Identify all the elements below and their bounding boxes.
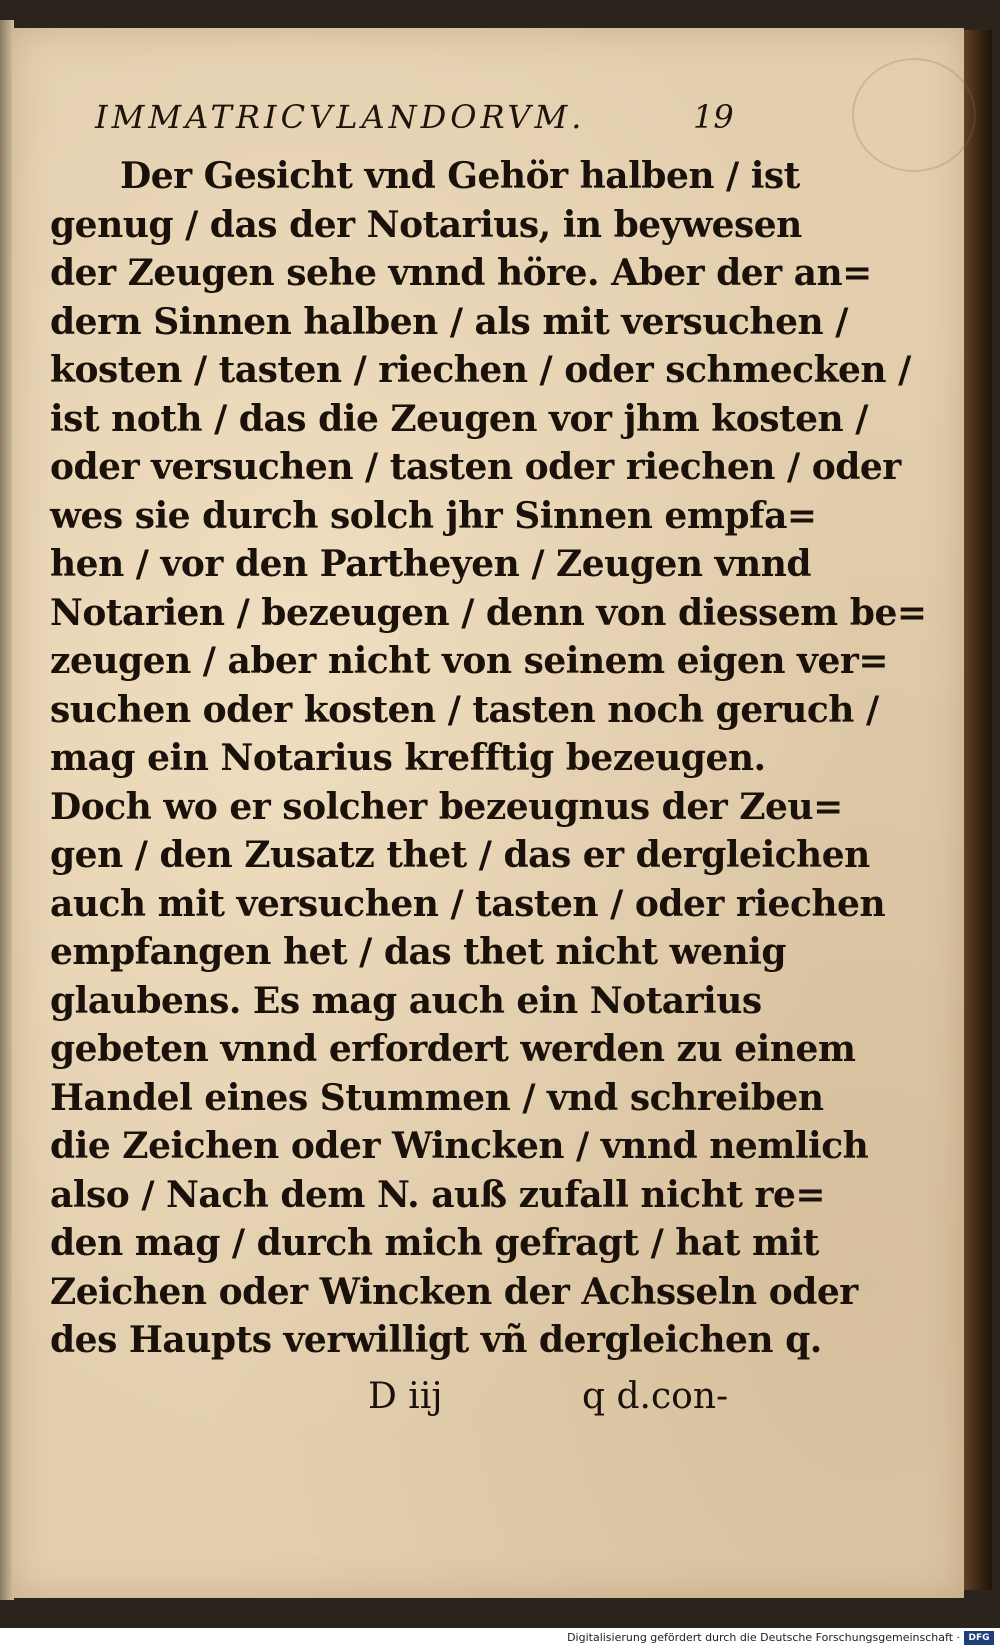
signature-mark: D iij [368, 1376, 443, 1417]
text-line: gen / den Zusatz thet / das er dergleichen [50, 834, 870, 876]
text-line: die Zeichen oder Wincken / vnnd nemlich [50, 1125, 869, 1167]
text-line: Der Gesicht vnd Gehör halben / ist [120, 155, 800, 197]
text-line: Handel eines Stummen / vnd schreiben [50, 1076, 824, 1119]
funding-credit: Digitalisierung gefördert durch die Deutsche Forschungsgemeinschaft · [567, 1631, 960, 1644]
text-line: Zeichen oder Wincken der Achsseln oder [50, 1270, 858, 1313]
text-line: zeugen / aber nicht von seinem eigen ver= [50, 640, 888, 682]
body-text [50, 152, 927, 1365]
text-line: mag ein Notarius krefftig bezeugen. [50, 737, 766, 779]
text-line: den mag / durch mich gefragt / hat mit [50, 1222, 819, 1264]
text-line: hen / vor den Partheyen / Zeugen vnnd [50, 543, 812, 585]
page-number: 19 [693, 98, 734, 136]
catchword: q d.con- [582, 1376, 729, 1417]
text-line: der Zeugen sehe vnnd höre. Aber der an= [50, 252, 872, 294]
book-spine-edge [960, 30, 992, 1590]
text-line: glaubens. Es mag auch ein Notarius [50, 979, 762, 1022]
text-line: suchen oder kosten / tasten noch geruch / [50, 688, 879, 731]
text-line: ist noth / das die Zeugen vor jhm kosten / [50, 397, 868, 440]
text-line: dern Sinnen halben / als mit versuchen / [50, 300, 848, 343]
running-head [95, 98, 745, 142]
running-head-title: IMMATRICVLANDORVM. [95, 98, 586, 136]
text-line: oder versuchen / tasten oder riechen / oder [50, 446, 901, 488]
page-stain [852, 58, 976, 172]
text-line: genug / das der Notarius, in beywesen [50, 203, 802, 246]
text-line: also / Nach dem N. auß zufall nicht re= [50, 1173, 826, 1216]
text-line: Notarien / bezeugen / denn von diessem be= [50, 591, 927, 634]
page-foot [50, 1376, 740, 1426]
text-line: kosten / tasten / riechen / oder schmecken / [50, 349, 911, 391]
dfg-logo: DFG [964, 1631, 994, 1645]
text-line: wes sie durch solch jhr Sinnen empfa= [50, 494, 817, 537]
text-line: gebeten vnnd erfordert werden zu einem [50, 1028, 856, 1070]
text-line: Doch wo er solcher bezeugnus der Zeu= [50, 785, 843, 828]
text-line: empfangen het / das thet nicht wenig [50, 931, 787, 973]
text-line: des Haupts verwilligt vñ dergleichen q. [50, 1319, 822, 1361]
text-line: auch mit versuchen / tasten / oder riechen [50, 882, 886, 925]
